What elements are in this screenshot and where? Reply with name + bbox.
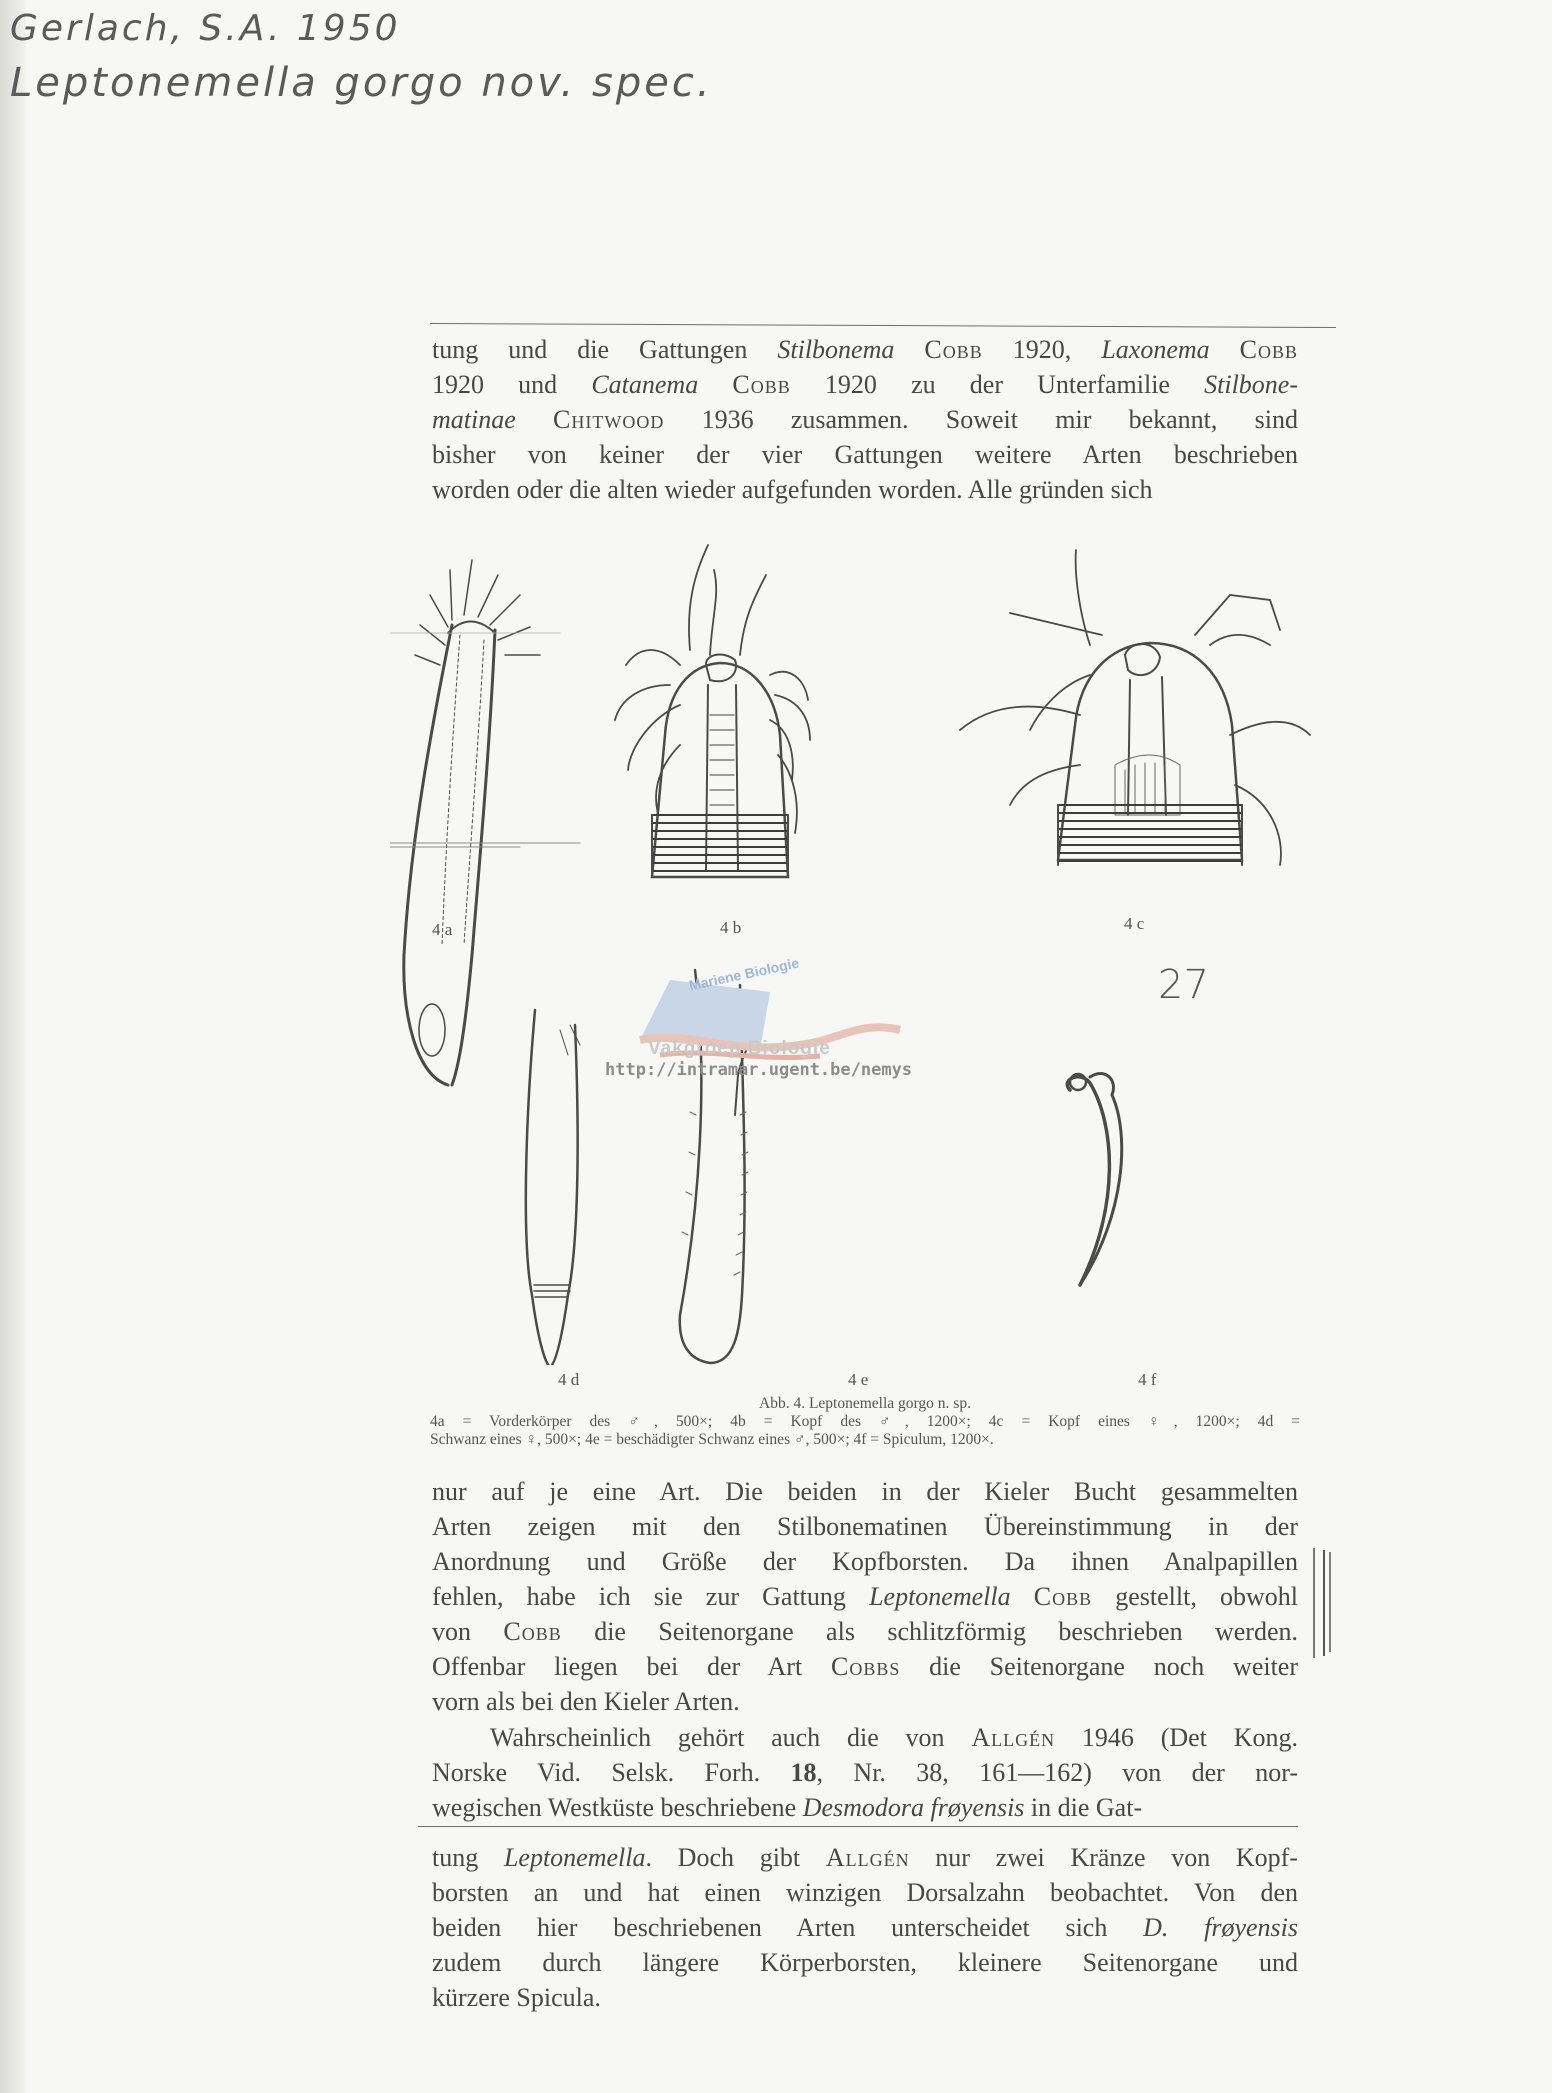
text-segment: 1920, — [982, 335, 1102, 364]
text-segment: die Seitenorgane als schlitzförmig beschrieben werden. — [561, 1617, 1298, 1646]
text-segment: kürzere Spicula. — [432, 1983, 601, 2012]
text-segment: Cobbs — [830, 1652, 901, 1681]
text-segment — [1210, 335, 1240, 364]
figure-4b-drawing — [615, 545, 810, 877]
text-segment: Stilbone- — [1204, 370, 1299, 399]
text-segment: D. frøyensis — [1143, 1913, 1298, 1942]
text-segment: Offenbar liegen bei der Art — [432, 1652, 831, 1681]
watermark-url[interactable]: http://intramar.ugent.be/nemys — [605, 1060, 913, 1080]
text-segment: Cobb — [503, 1617, 562, 1646]
text-segment: 1936 zusammen. Soweit mir bekannt, sind — [664, 405, 1298, 434]
watermark-line-1: Mariene Biologie — [687, 954, 801, 994]
text-line — [432, 1544, 1298, 1579]
text-segment: Laxonema — [1101, 335, 1210, 364]
paragraph-middle — [432, 1474, 1298, 1719]
watermark — [600, 954, 940, 1120]
figure-label-4a: 4 a — [432, 920, 453, 939]
text-segment: Wahrscheinlich gehört auch die von — [490, 1723, 972, 1752]
text-segment: bisher von keiner der vier Gattungen weitere Arten beschrieben — [432, 440, 1298, 469]
text-segment: Desmodora frøyensis — [802, 1793, 1025, 1822]
text-segment: borsten an und hat einen winzigen Dorsalzahn beobachtet. Von den — [432, 1878, 1298, 1907]
text-segment: Cobb — [1033, 1582, 1093, 1611]
figure-label-4b: 4 b — [720, 918, 742, 937]
text-segment: Catanema — [591, 370, 699, 399]
text-segment: Cobb — [924, 335, 983, 364]
figure-label-4c: 4 c — [1124, 914, 1145, 933]
figure-plate — [390, 515, 1370, 1365]
text-segment: Leptonemella — [503, 1843, 646, 1872]
text-line — [432, 1910, 1298, 1945]
text-line — [432, 1875, 1298, 1910]
text-line — [432, 1790, 1298, 1825]
paragraph-bottom — [432, 1840, 1298, 2015]
figure-4c-drawing — [960, 550, 1310, 865]
text-line — [432, 1755, 1298, 1790]
text-segment — [1011, 1582, 1034, 1611]
figure-label-4f: 4 f — [1138, 1370, 1157, 1389]
handwritten-species-name: Leptonemella gorgo nov. spec. — [10, 60, 713, 106]
text-segment: Arten zeigen mit den Stilbonematinen Übereinstimmung in der — [432, 1512, 1298, 1541]
text-line — [432, 437, 1298, 472]
bottom-rule — [418, 1826, 1298, 1827]
text-segment: fehlen, habe ich sie zur Gattung — [432, 1582, 870, 1611]
paragraph-allgen — [432, 1720, 1298, 1825]
text-line — [432, 1945, 1298, 1980]
text-segment: Leptonemella — [869, 1582, 1011, 1611]
text-segment: matinae — [432, 405, 516, 434]
text-segment: nur zwei Kränze von Kopf- — [909, 1843, 1299, 1872]
text-segment: , Nr. 38, 161—162) von der nor- — [816, 1758, 1298, 1787]
text-line — [432, 1980, 1298, 2015]
text-segment: 1946 (Det Kong. — [1055, 1723, 1298, 1752]
text-segment: tung und die Gattungen — [432, 335, 778, 364]
text-line — [432, 332, 1298, 367]
text-segment: Cobb — [1239, 335, 1299, 364]
text-line — [432, 472, 1298, 507]
figure-4f-drawing — [1067, 1073, 1121, 1285]
text-line — [432, 1509, 1298, 1544]
text-line — [432, 1649, 1298, 1684]
text-line — [432, 1720, 1298, 1755]
figure-4a-drawing — [390, 560, 580, 1085]
text-segment: gestellt, obwohl — [1092, 1582, 1299, 1611]
text-segment: Chitwood — [553, 405, 665, 434]
caption-line-1: 4a = Vorderkörper des ♂, 500×; 4b = Kopf des ♂, 1200×; 4c = Kopf eines ♀, 1200×; 4d = — [430, 1413, 1300, 1430]
text-segment: . Doch gibt — [645, 1843, 826, 1872]
text-segment — [698, 370, 732, 399]
text-segment — [894, 335, 924, 364]
top-rule — [430, 323, 1336, 328]
text-segment: Anordnung und Größe der Kopfborsten. Da ihnen Analpapillen — [432, 1547, 1298, 1576]
text-segment: nur auf je eine Art. Die beiden in der Kieler Bucht gesammelten — [432, 1477, 1298, 1506]
page-number: 27 — [1158, 962, 1209, 1008]
caption-line-2: Schwanz eines ♀, 500×; 4e = beschädigter Schwanz eines ♂, 500×; 4f = Spiculum, 1200×. — [430, 1431, 994, 1448]
text-line — [432, 1684, 1298, 1719]
text-segment: worden oder die alten wieder aufgefunden worden. Alle gründen sich — [432, 475, 1153, 504]
text-segment: 1920 zu der Unterfamilie — [790, 370, 1205, 399]
paragraph-top — [432, 332, 1298, 507]
text-segment: zudem durch längere Körperborsten, kleinere Seitenorgane und — [432, 1948, 1298, 1977]
text-segment: wegischen Westküste beschriebene — [432, 1793, 803, 1822]
caption-title: Abb. 4. Leptonemella gorgo n. sp. — [759, 1395, 971, 1412]
figure-label-4e: 4 e — [848, 1370, 869, 1389]
figure-caption — [430, 1395, 1300, 1449]
text-line — [432, 367, 1298, 402]
text-segment: Allgén — [825, 1843, 910, 1872]
text-segment: 18 — [790, 1758, 817, 1787]
text-line — [432, 1614, 1298, 1649]
margin-marks — [1308, 1548, 1338, 1658]
text-segment: beiden hier beschriebenen Arten unterscheidet sich — [432, 1913, 1144, 1942]
text-segment: Stilbonema — [777, 335, 895, 364]
text-line — [432, 1579, 1298, 1614]
text-line — [432, 1474, 1298, 1509]
text-segment: Allgén — [971, 1723, 1056, 1752]
figure-4d-drawing — [514, 1010, 588, 1365]
text-segment: 1920 und — [432, 370, 592, 399]
text-segment — [516, 405, 553, 434]
text-segment: in die Gat- — [1024, 1793, 1143, 1822]
handwritten-citation: Gerlach, S.A. 1950 — [10, 8, 401, 49]
watermark-line-2: Vakgroep Biologie — [648, 1038, 831, 1059]
scan-edge-shadow — [0, 0, 26, 2093]
text-segment: Norske Vid. Selsk. Forh. — [432, 1758, 791, 1787]
text-line — [432, 402, 1298, 437]
text-segment: vorn als bei den Kieler Arten. — [432, 1687, 740, 1716]
figure-label-4d: 4 d — [558, 1370, 580, 1389]
text-line — [432, 1840, 1298, 1875]
text-segment: Cobb — [732, 370, 791, 399]
text-segment: die Seitenorgane noch weiter — [900, 1652, 1298, 1681]
text-segment: von — [432, 1617, 504, 1646]
text-segment: tung — [432, 1843, 504, 1872]
